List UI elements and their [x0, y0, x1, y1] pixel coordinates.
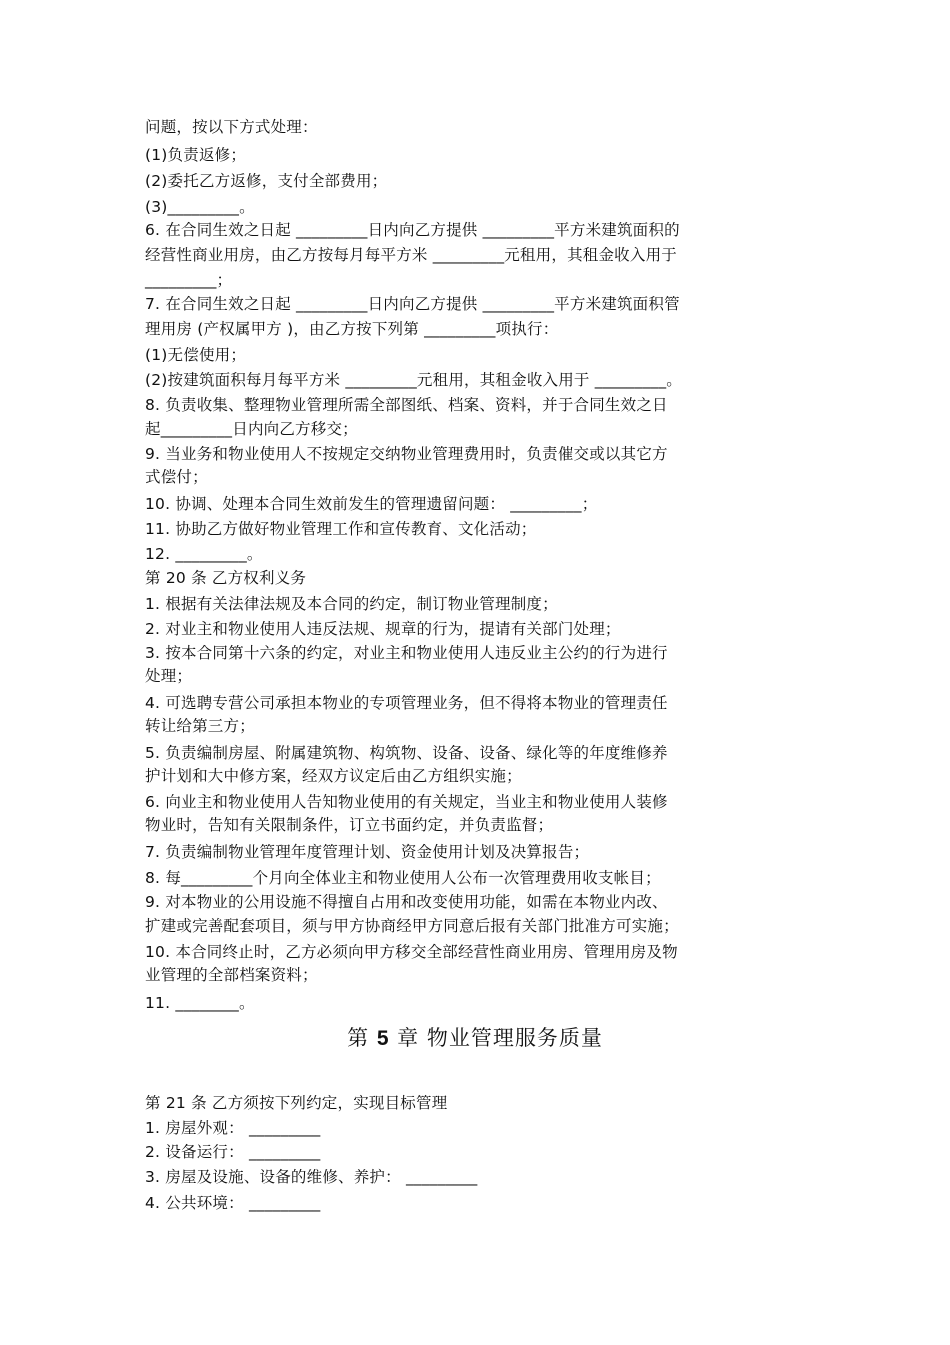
- text-line: 起_________日内向乙方移交；: [145, 420, 358, 438]
- text-line: 物业时，告知有关限制条件，订立书面约定，并负责监督；: [145, 816, 554, 834]
- text-line: 7. 在合同生效之日起 _________日内向乙方提供 _________平方米建筑面积管: [145, 295, 680, 313]
- text-line: 2. 对业主和物业使用人违反法规、规章的行为，提请有关部门处理；: [145, 620, 621, 638]
- text-line: 扩建或完善配套项目，须与甲方协商经甲方同意后报有关部门批准方可实施；: [145, 917, 679, 935]
- text-line: 1. 房屋外观： _________: [145, 1119, 321, 1137]
- text-line: 11. 协助乙方做好物业管理工作和宣传教育、文化活动；: [145, 520, 537, 538]
- text-line: 8. 每_________个月向全体业主和物业使用人公布一次管理费用收支帐目；: [145, 869, 661, 887]
- text-line: (2)按建筑面积每月每平方米 _________元租用，其租金收入用于 _________。: [145, 371, 683, 389]
- chapter-prefix: 第: [347, 1026, 377, 1050]
- text-line: 11. ________。: [145, 994, 255, 1012]
- text-line: 4. 公共环境： _________: [145, 1194, 321, 1212]
- text-line: 3. 房屋及设施、设备的维修、养护： _________: [145, 1168, 478, 1186]
- section-heading: 第 21 条 乙方须按下列约定，实现目标管理: [145, 1094, 448, 1112]
- text-line: 经营性商业用房，由乙方按每月每平方米 _________元租用，其租金收入用于: [145, 246, 677, 264]
- text-line: 理用房 (产权属甲方 )，由乙方按下列第 _________项执行：: [145, 320, 559, 338]
- text-line: 转让给第三方；: [145, 717, 255, 735]
- text-line: 8. 负责收集、整理物业管理所需全部图纸、档案、资料，并于合同生效之日: [145, 396, 668, 414]
- text-line: (1)负责返修；: [145, 146, 247, 164]
- text-line: 2. 设备运行： _________: [145, 1143, 321, 1161]
- text-line: 4. 可选聘专营公司承担本物业的专项管理业务，但不得将本物业的管理责任: [145, 694, 668, 712]
- chapter-suffix: 章 物业管理服务质量: [389, 1026, 603, 1050]
- text-line: 10. 本合同终止时，乙方必须向甲方移交全部经营性商业用房、管理用房及物: [145, 943, 678, 961]
- text-line: 10. 协调、处理本合同生效前发生的管理遗留问题： _________；: [145, 495, 598, 513]
- text-line: _________；: [145, 271, 233, 289]
- text-line: 5. 负责编制房屋、附属建筑物、构筑物、设备、设备、绿化等的年度维修养: [145, 744, 668, 762]
- chapter-number: 5: [376, 1027, 390, 1050]
- section-heading: 第 20 条 乙方权利义务: [145, 569, 307, 587]
- text-line: 1. 根据有关法律法规及本合同的约定，制订物业管理制度；: [145, 595, 558, 613]
- text-line: 6. 在合同生效之日起 _________日内向乙方提供 _________平方米建筑面积的: [145, 221, 680, 239]
- text-line: (2)委托乙方返修，支付全部费用；: [145, 172, 388, 190]
- text-line: 9. 当业务和物业使用人不按规定交纳物业管理费用时，负责催交或以其它方: [145, 445, 668, 463]
- text-line: 业管理的全部档案资料；: [145, 966, 318, 984]
- text-line: 6. 向业主和物业使用人告知物业使用的有关规定，当业主和物业使用人装修: [145, 793, 668, 811]
- text-line: 式偿付；: [145, 468, 208, 486]
- text-line: (1)无偿使用；: [145, 346, 247, 364]
- text-line: 问题，按以下方式处理：: [145, 118, 318, 136]
- text-line: 3. 按本合同第十六条的约定，对业主和物业使用人违反业主公约的行为进行: [145, 644, 668, 662]
- chapter-title: [0, 1024, 950, 1053]
- text-line: (3)_________。: [145, 198, 255, 216]
- text-line: 护计划和大中修方案，经双方议定后由乙方组织实施；: [145, 767, 522, 785]
- text-line: 7. 负责编制物业管理年度管理计划、资金使用计划及决算报告；: [145, 843, 590, 861]
- text-line: 9. 对本物业的公用设施不得擅自占用和改变使用功能，如需在本物业内改、: [145, 893, 668, 911]
- text-line: 12. _________。: [145, 545, 263, 563]
- text-line: 处理；: [145, 667, 193, 685]
